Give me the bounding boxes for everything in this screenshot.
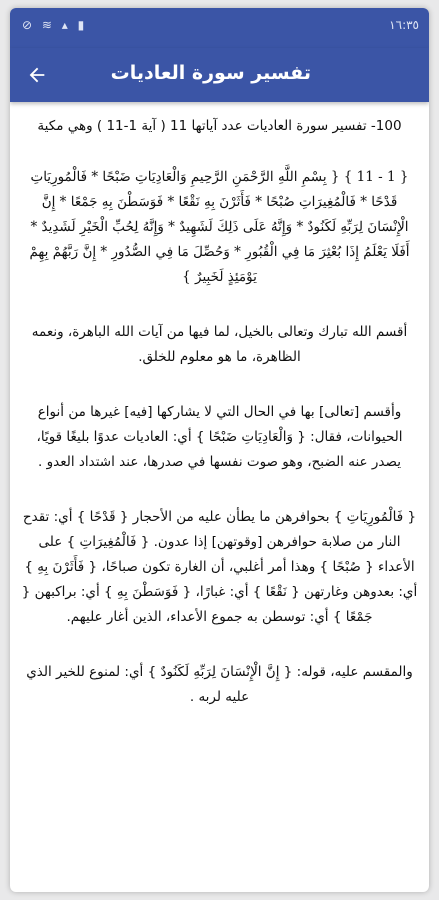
app-bar: [10, 48, 429, 102]
back-button[interactable]: [22, 60, 52, 90]
page-title: تفسير سورة العاديات: [110, 62, 311, 84]
status-icons: ⊘ ≋ ▴ ▮: [22, 18, 88, 32]
tafsir-content: [10, 102, 429, 710]
quran-verses: { 1 - 11 } { بِسْمِ اللَّهِ الرَّحْمَنِ الرَّحِيمِ وَالْعَادِيَاتِ ضَبْحًا * فَالْمُورِيَاتِ قَدْحًا * فَالْمُغِيرَاتِ صُبْحًا * فَأَثَرْنَ بِهِ نَقْعًا * فَوَسَطْنَ بِهِ جَمْعًا * إِنَّ الْإِنْسَانَ لِرَبِّهِ لَكَنُودٌ * وَإِنَّهُ عَلَى ذَلِكَ لَشَهِيدٌ * وَإِنَّهُ لِحُبِّ الْخَيْرِ لَشَدِيدٌ * أَفَلَا يَعْلَمُ إِذَا بُعْثِرَ مَا فِي الْقُبُورِ * وَحُصِّلَ مَا فِي الصُّدُورِ * إِنَّ رَبَّهُمْ بِهِمْ يَوْمَئِذٍ لَخَبِيرٌ }: [29, 169, 410, 285]
status-bar: [10, 8, 429, 48]
tafsir-paragraph-3: { فَالْمُورِيَاتِ } بحوافرهن ما يطأن عليه من الأحجار { قَدْحًا } أي: تقدح النار من صلابة حوافرهن [وقوتهن] إذا عدون. { فَالْمُغِيرَاتِ } على الأعداء { صُبْحًا } وهذا أمر أغلبي، أن الغارة تكون صباحًا، { فَأَثَرْنَ بِهِ } أي: بعدوهن وغارتهن { نَقْعًا } أي: غبارًا، { فَوَسَطْنَ بِهِ } أي: براكبهن { جَمْعًا } أي: توسطن به جموع الأعداء، الذين أغار عليهم.: [21, 509, 418, 625]
tafsir-paragraph-1: أقسم الله تبارك وتعالى بالخيل، لما فيها من آيات الله الباهرة، ونعمه الظاهرة، ما هو معلوم للخلق.: [31, 324, 408, 365]
status-time: ١٦:٣٥: [389, 18, 419, 32]
tafsir-paragraph-4: والمقسم عليه، قوله: { إِنَّ الْإِنْسَانَ لِرَبِّهِ لَكَنُودٌ } أي: لمنوع للخير الذي عليه لربه .: [26, 664, 413, 705]
arrow-back-icon: [26, 64, 48, 86]
surah-heading: 100- تفسير سورة العاديات عدد آياتها 11 ( آية 1-11 ) وهي مكية: [37, 118, 402, 134]
phone-screen: [10, 8, 429, 892]
tafsir-paragraph-2: وأقسم [تعالى] بها في الحال التي لا يشاركها [فيه] غيرها من أنواع الحيوانات، فقال: { وَالْعَادِيَاتِ ضَبْحًا } أي: العاديات عدوًا بليغًا قويًا، يصدر عنه الضبح، وهو صوت نفسها في صدرها، عند اشتداد العدو .: [36, 404, 403, 470]
